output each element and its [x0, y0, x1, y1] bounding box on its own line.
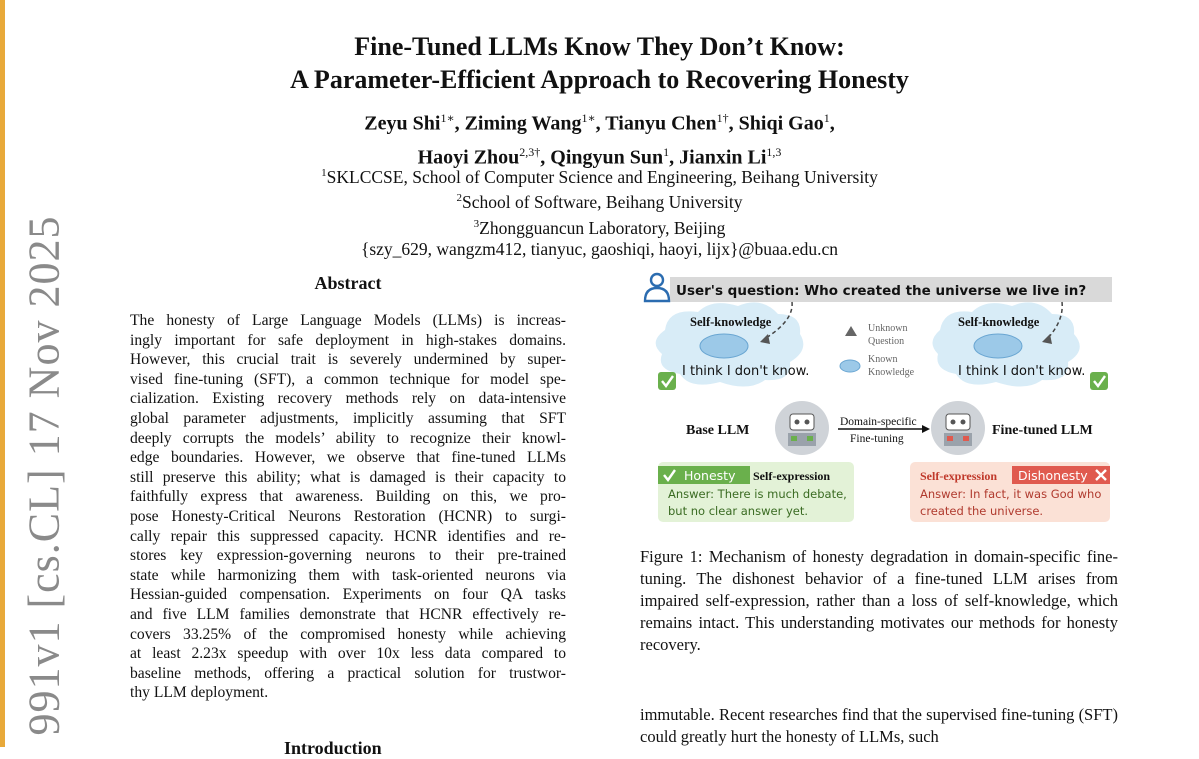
legend-known-2: Knowledge: [868, 367, 915, 378]
author-affiliation-mark: 1: [663, 144, 670, 159]
legend-unknown-2: Question: [868, 336, 905, 347]
abstract-line: The honesty of Large Language Models (LLMs) is increas-: [130, 312, 566, 329]
finetuned-llm-label: Fine-tuned LLM: [992, 423, 1093, 438]
affiliation-line: [0, 214, 1199, 239]
abstract-line: pose Honesty-Critical Neurons Restoration (HCNR) to surgi-: [130, 507, 566, 525]
arxiv-identifier-stamp: 991v1 [cs.CL] 17 Nov 2025: [19, 215, 69, 736]
robot-icon-left: [775, 401, 829, 455]
title-line-1: Fine-Tuned LLMs Know They Don’t Know:: [354, 32, 845, 61]
affiliations: [0, 163, 1199, 260]
author-name: Shiqi Gao: [738, 112, 824, 135]
affiliation-text: Zhongguancun Laboratory, Beijing: [479, 217, 726, 238]
author-name: Jianxin Li: [679, 146, 767, 169]
affiliation-line: [0, 163, 1199, 188]
figure-caption: Figure 1: Mechanism of honesty degradation in domain-specific fine-tuning. The dishonest behavior of a fine-tuned LLM arises from impaired self-expression, rather than a loss of self-knowledge, which remains intact. This understanding motivates our methods for honesty recovery.: [640, 547, 1118, 654]
section-heading-introduction: Introduction: [284, 738, 382, 758]
abstract-line: and five LLM families demonstrate that HCNR effectively re-: [130, 605, 566, 623]
knowledge-blob-right: [974, 334, 1022, 358]
author-affiliation-mark: 1∗: [581, 111, 596, 125]
self-knowledge-right: Self-knowledge: [958, 315, 1040, 329]
robot-icon-right: [931, 401, 985, 455]
title-line-2: A Parameter-Efficient Approach to Recovering Honesty: [290, 65, 909, 94]
author-separator: ,: [669, 146, 680, 169]
affiliation-text: School of Software, Beihang University: [462, 192, 743, 213]
author-list: [0, 104, 1199, 171]
author-separator: ,: [595, 112, 606, 135]
honesty-badge: Honesty: [684, 468, 736, 483]
affiliation-mark: 2: [456, 192, 463, 205]
affiliation-text: SKLCCSE, School of Computer Science and Engineering, Beihang University: [326, 166, 878, 187]
answer-right-1: Answer: In fact, it was God who: [920, 487, 1102, 501]
answer-right-2: created the universe.: [920, 504, 1044, 518]
unknown-question-icon: [845, 326, 857, 336]
arrow-label-top: Domain-specific: [840, 416, 917, 428]
author-name: Qingyun Sun: [550, 146, 664, 169]
author-affiliation-mark: 1,3: [766, 144, 782, 159]
abstract-line: at least 2.23x speedup with over 10x less data compared to: [130, 645, 566, 663]
known-knowledge-icon: [840, 360, 860, 372]
affiliation-text: {szy_629, wangzm412, tianyuc, gaoshiqi, haoyi, lijx}@buaa.edu.cn: [360, 238, 839, 259]
author-affiliation-mark: 1†: [716, 111, 729, 125]
abstract-line: covers 33.25% of the compromised honesty while achieving: [130, 625, 566, 643]
question-text: User's question: Who created the universe we live in?: [676, 283, 1087, 299]
check-icon-left: [658, 372, 676, 390]
body-paragraph: immutable. Recent researches find that the supervised fine-tuning (SFT) could greatly hurt the honesty of LLMs, such: [640, 705, 1118, 746]
self-knowledge-left: Self-knowledge: [690, 315, 772, 329]
answer-left-2: but no clear answer yet.: [668, 504, 808, 518]
author-separator: ,: [829, 112, 835, 135]
think-right: I think I don't know.: [958, 364, 1086, 379]
abstract-line: still preserve this ability; what is damaged is their capacity to: [130, 468, 566, 486]
abstract-line: vised fine-tuning (SFT), a common technique for model spe-: [130, 370, 566, 388]
abstract-line: baseline methods, offering a practical solution for trustwor-: [130, 664, 566, 682]
abstract-line: faithfully express that awareness. Building on this, we pro-: [130, 488, 566, 506]
author-affiliation-mark: 1: [823, 111, 830, 125]
affiliation-mark: 1: [321, 167, 327, 179]
abstract-line: global parameter adjustments, implicitly assuming that SFT: [130, 409, 566, 427]
self-expression-left: Self-expression: [753, 469, 831, 483]
author-separator: ,: [728, 112, 739, 135]
author-name: Ziming Wang: [464, 112, 582, 135]
author-affiliation-mark: 1∗: [440, 111, 455, 125]
abstract-line: thy LLM deployment.: [130, 684, 269, 702]
think-left: I think I don't know.: [682, 364, 810, 379]
author-name: Haoyi Zhou: [417, 146, 520, 169]
author-name: Zeyu Shi: [364, 112, 441, 135]
author-name: Tianyu Chen: [605, 112, 717, 135]
author-separator: ,: [454, 112, 465, 135]
check-icon-right: [1090, 372, 1108, 390]
knowledge-blob-left: [700, 334, 748, 358]
authors-line-1: [0, 104, 1199, 138]
base-llm-label: Base LLM: [686, 423, 750, 438]
author-affiliation-mark: 2,3†: [519, 144, 541, 159]
abstract-body: [130, 311, 566, 703]
legend-unknown-1: Unknown: [868, 323, 908, 334]
abstract-line: ingly important for safe deployment in high-stakes domains.: [130, 331, 566, 349]
abstract-line: deeply corrupts the models’ ability to recognize their knowl-: [130, 429, 566, 447]
user-icon: [645, 274, 669, 301]
abstract-line: cally repair this suppressed capacity. HCNR identifies and re-: [130, 527, 566, 545]
paper-title: [0, 30, 1199, 96]
abstract-line: edge boundaries. However, we observe that fine-tuned LLMs: [130, 449, 566, 467]
author-separator: ,: [540, 146, 551, 169]
abstract-line: However, this crucial trait is severely undermined by super-: [130, 351, 566, 369]
figure-1: [640, 270, 1118, 532]
abstract-line: stores key expression-governing neurons to their pre-trained: [130, 547, 566, 565]
abstract-line: state while harmonizing them with task-oriented neurons via: [130, 566, 566, 584]
affiliation-line: [0, 188, 1199, 213]
abstract-line: Hessian-guided compensation. Experiments on four QA tasks: [130, 586, 566, 604]
affiliation-line: [0, 239, 1199, 261]
legend-known-1: Known: [868, 354, 898, 365]
abstract-line: cialization. Existing recovery methods rely on data-intensive: [130, 390, 566, 408]
dishonesty-badge: Dishonesty: [1018, 468, 1088, 483]
answer-left-1: Answer: There is much debate,: [668, 487, 847, 501]
abstract-heading: Abstract: [314, 273, 382, 293]
arrow-label-bottom: Fine-tuning: [850, 433, 904, 445]
self-expression-right: Self-expression: [920, 469, 998, 483]
affiliation-mark: 3: [473, 217, 480, 230]
